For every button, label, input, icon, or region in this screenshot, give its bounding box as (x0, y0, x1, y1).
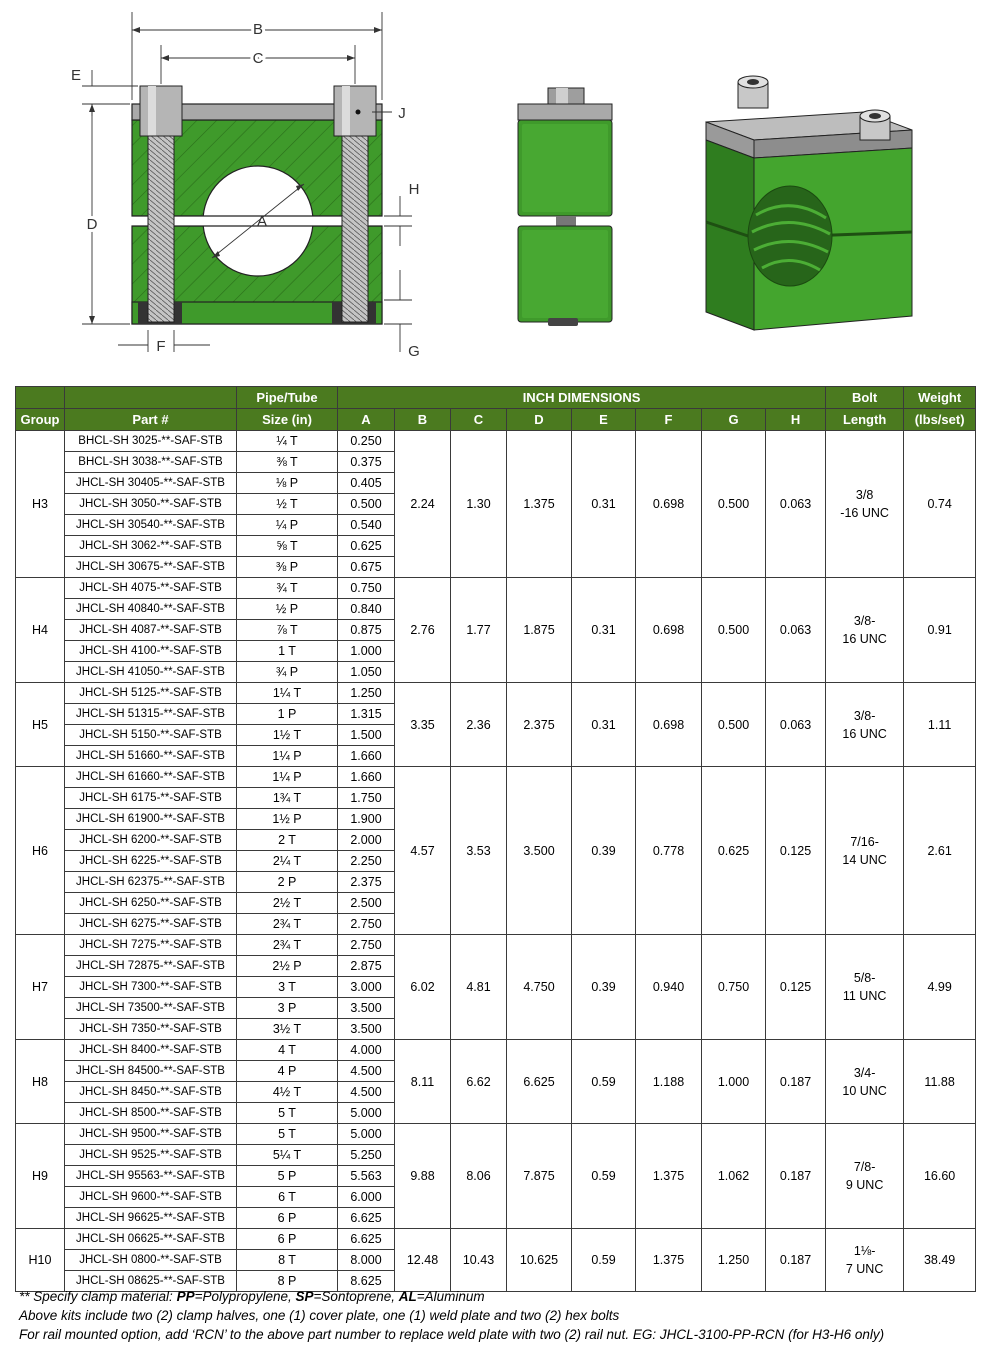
dim-f-cell: 1.188 (636, 1040, 702, 1124)
part-number-cell: JHCL-SH 4075-**-SAF-STB (65, 578, 237, 599)
group-cell: H8 (16, 1040, 65, 1124)
footnote-material: ** Specify clamp material: PP=Polypropylene, SP=Sontoprene, AL=Aluminum (19, 1289, 485, 1304)
size-cell: 5 T (237, 1124, 338, 1145)
dim-h-cell: 0.063 (766, 578, 826, 683)
bolt-length-cell (826, 767, 904, 935)
size-cell: 1¾ T (237, 788, 338, 809)
dim-b-cell: 2.24 (395, 431, 451, 578)
dim-b-cell: 3.35 (395, 683, 451, 767)
weight-cell: 0.74 (904, 431, 976, 578)
size-cell: 1 T (237, 641, 338, 662)
table-row (16, 683, 976, 704)
size-cell: 1¼ P (237, 767, 338, 788)
header-e: E (572, 409, 636, 431)
size-cell: 4 P (237, 1061, 338, 1082)
weight-cell: 38.49 (904, 1229, 976, 1292)
size-cell: 5 T (237, 1103, 338, 1124)
dim-a-cell: 0.375 (338, 452, 395, 473)
footnote-kit-contents: Above kits include two (2) clamp halves, one (1) cover plate, one (1) weld plate and two (2) hex bolts (19, 1308, 620, 1323)
header-weight: Weight (904, 387, 976, 409)
part-number-cell: JHCL-SH 9500-**-SAF-STB (65, 1124, 237, 1145)
part-number-cell: JHCL-SH 6200-**-SAF-STB (65, 830, 237, 851)
dim-label-a: A (256, 213, 268, 230)
part-number-cell: JHCL-SH 6175-**-SAF-STB (65, 788, 237, 809)
table-header-row-2 (16, 409, 976, 431)
part-number-cell: JHCL-SH 72875-**-SAF-STB (65, 956, 237, 977)
weight-cell: 4.99 (904, 935, 976, 1040)
bolt-size-line: 3/4- (853, 1065, 876, 1080)
header-pipe-tube: Pipe/Tube (237, 387, 338, 409)
bolt-length-cell (826, 431, 904, 578)
bolt-thread-line: 16 UNC (842, 632, 887, 646)
section-view (71, 12, 420, 360)
weight-cell: 2.61 (904, 767, 976, 935)
size-cell: 3 P (237, 998, 338, 1019)
dim-f-cell: 0.698 (636, 578, 702, 683)
size-cell: ½ P (237, 599, 338, 620)
dim-g-cell: 1.000 (702, 1040, 766, 1124)
dim-f-cell: 0.698 (636, 683, 702, 767)
dim-a-cell: 4.500 (338, 1082, 395, 1103)
dim-d-cell: 6.625 (507, 1040, 572, 1124)
dim-e-cell: 0.59 (572, 1124, 636, 1229)
bolt-thread-line: 16 UNC (842, 726, 887, 741)
dim-d-cell: 7.875 (507, 1124, 572, 1229)
dim-a-cell: 2.375 (338, 872, 395, 893)
group-cell: H3 (16, 431, 65, 578)
bolt-thread-line: 10 UNC (842, 1083, 887, 1098)
part-number-cell: JHCL-SH 30540-**-SAF-STB (65, 515, 237, 536)
size-cell: 1 P (237, 704, 338, 725)
dim-e-cell: 0.39 (572, 767, 636, 935)
header-part: Part # (65, 409, 237, 431)
material-code-sp: SP (295, 1289, 314, 1304)
part-number-cell: JHCL-SH 84500-**-SAF-STB (65, 1061, 237, 1082)
dim-a-cell: 1.050 (338, 662, 395, 683)
weight-cell: 0.91 (904, 578, 976, 683)
part-number-cell: JHCL-SH 30405-**-SAF-STB (65, 473, 237, 494)
dim-b-cell: 12.48 (395, 1229, 451, 1292)
dim-a-cell: 1.000 (338, 641, 395, 662)
size-cell: ¾ P (237, 662, 338, 683)
dim-e-cell: 0.39 (572, 935, 636, 1040)
dim-label-d: D (86, 216, 98, 233)
table-row (16, 1124, 976, 1145)
dim-a-cell: 0.840 (338, 599, 395, 620)
weight-cell: 11.88 (904, 1040, 976, 1124)
part-number-cell: JHCL-SH 51660-**-SAF-STB (65, 746, 237, 767)
size-cell: ⅜ P (237, 557, 338, 578)
dim-label-f: F (156, 338, 166, 355)
dim-a-cell: 0.750 (338, 578, 395, 599)
dim-e-cell: 0.59 (572, 1229, 636, 1292)
bolt-length-cell (826, 935, 904, 1040)
size-cell: 2 T (237, 830, 338, 851)
dim-label-g: G (408, 343, 420, 360)
dim-a-cell: 8.000 (338, 1250, 395, 1271)
dim-c-cell: 3.53 (451, 767, 507, 935)
table-row (16, 767, 976, 788)
dim-g-cell: 0.750 (702, 935, 766, 1040)
size-cell: ⅝ T (237, 536, 338, 557)
dim-b-cell: 9.88 (395, 1124, 451, 1229)
bolt-length-cell (826, 578, 904, 683)
bolt-thread-line: -16 UNC (840, 506, 889, 520)
dim-a-cell: 6.625 (338, 1229, 395, 1250)
part-number-cell: JHCL-SH 4100-**-SAF-STB (65, 641, 237, 662)
dim-a-cell: 1.500 (338, 725, 395, 746)
dim-f-cell: 0.778 (636, 767, 702, 935)
bolt-size-line: 7/16- (850, 834, 879, 849)
part-number-cell: JHCL-SH 62375-**-SAF-STB (65, 872, 237, 893)
dim-b-cell: 6.02 (395, 935, 451, 1040)
dim-a-cell: 2.750 (338, 914, 395, 935)
dim-a-cell: 0.540 (338, 515, 395, 536)
dim-d-cell: 1.375 (507, 431, 572, 578)
size-cell: 1½ T (237, 725, 338, 746)
size-cell: 2¼ T (237, 851, 338, 872)
group-cell: H5 (16, 683, 65, 767)
dim-a-cell: 2.000 (338, 830, 395, 851)
part-number-cell: JHCL-SH 0800-**-SAF-STB (65, 1250, 237, 1271)
dim-d-cell: 10.625 (507, 1229, 572, 1292)
material-code-al: AL (398, 1289, 417, 1304)
dim-label-j: J (398, 105, 406, 122)
side-view (518, 88, 612, 326)
part-number-cell: JHCL-SH 4087-**-SAF-STB (65, 620, 237, 641)
right-bolt-shank (342, 136, 368, 322)
header-size: Size (in) (237, 409, 338, 431)
table-body (16, 431, 976, 1292)
bolt-length-cell (826, 1229, 904, 1292)
bolt-length-cell (826, 1124, 904, 1229)
material-code-pp: PP (176, 1289, 195, 1304)
dim-h-cell: 0.187 (766, 1040, 826, 1124)
dim-a-cell: 8.625 (338, 1271, 395, 1292)
dim-g-cell: 1.062 (702, 1124, 766, 1229)
dim-a-cell: 5.563 (338, 1166, 395, 1187)
part-number-cell: JHCL-SH 95563-**-SAF-STB (65, 1166, 237, 1187)
part-number-cell: JHCL-SH 30675-**-SAF-STB (65, 557, 237, 578)
size-cell: ½ T (237, 494, 338, 515)
bolt-length-cell (826, 1040, 904, 1124)
part-number-cell: JHCL-SH 61900-**-SAF-STB (65, 809, 237, 830)
weight-cell: 16.60 (904, 1124, 976, 1229)
dim-a-cell: 2.500 (338, 893, 395, 914)
dim-label-b: B (252, 21, 264, 38)
dim-a-cell: 0.675 (338, 557, 395, 578)
size-cell: 6 T (237, 1187, 338, 1208)
part-number-cell: JHCL-SH 8400-**-SAF-STB (65, 1040, 237, 1061)
dim-label-h: H (408, 181, 420, 198)
dim-a-cell: 1.660 (338, 746, 395, 767)
table-row (16, 1040, 976, 1061)
size-cell: ¼ T (237, 431, 338, 452)
bolt-length-cell (826, 683, 904, 767)
size-cell: ⅜ T (237, 452, 338, 473)
dim-g-cell: 1.250 (702, 1229, 766, 1292)
part-number-cell: JHCL-SH 6250-**-SAF-STB (65, 893, 237, 914)
dim-h-cell: 0.125 (766, 767, 826, 935)
size-cell: 2½ P (237, 956, 338, 977)
dim-a-cell: 3.500 (338, 998, 395, 1019)
dim-h-cell: 0.063 (766, 431, 826, 578)
size-cell: ¾ T (237, 578, 338, 599)
dim-a-cell: 1.900 (338, 809, 395, 830)
table-row (16, 1229, 976, 1250)
dim-d-cell: 4.750 (507, 935, 572, 1040)
part-number-cell: JHCL-SH 8500-**-SAF-STB (65, 1103, 237, 1124)
part-number-cell: JHCL-SH 06625-**-SAF-STB (65, 1229, 237, 1250)
dim-a-cell: 0.500 (338, 494, 395, 515)
dim-g-cell: 0.500 (702, 683, 766, 767)
part-number-cell: JHCL-SH 3062-**-SAF-STB (65, 536, 237, 557)
dim-c-cell: 8.06 (451, 1124, 507, 1229)
footnote-rail-option: For rail mounted option, add ‘RCN’ to the above part number to replace weld plate with two (2) rail nut. EG: JHCL-3100-PP-RCN (for H3-H6 only) (19, 1327, 885, 1342)
dim-b-cell: 4.57 (395, 767, 451, 935)
size-cell: 6 P (237, 1208, 338, 1229)
clamp-drawings (0, 0, 988, 380)
part-number-cell: JHCL-SH 3050-**-SAF-STB (65, 494, 237, 515)
dim-e-cell: 0.59 (572, 1040, 636, 1124)
dim-a-cell: 0.405 (338, 473, 395, 494)
dim-c-cell: 10.43 (451, 1229, 507, 1292)
dim-a-cell: 2.250 (338, 851, 395, 872)
size-cell: 2 P (237, 872, 338, 893)
right-bolt-head (334, 86, 376, 136)
dim-h-cell: 0.187 (766, 1229, 826, 1292)
dim-a-cell: 1.750 (338, 788, 395, 809)
size-cell: 1½ P (237, 809, 338, 830)
dim-a-cell: 2.875 (338, 956, 395, 977)
table-row (16, 431, 976, 452)
dim-label-c: C (252, 50, 264, 67)
dim-c-cell: 1.30 (451, 431, 507, 578)
bolt-thread-line: 14 UNC (842, 852, 887, 867)
dim-a-cell: 6.000 (338, 1187, 395, 1208)
dim-a-cell: 6.625 (338, 1208, 395, 1229)
header-f: F (636, 409, 702, 431)
weight-cell: 1.11 (904, 683, 976, 767)
part-number-cell: BHCL-SH 3025-**-SAF-STB (65, 431, 237, 452)
footnotes (19, 1287, 979, 1344)
group-cell: H6 (16, 767, 65, 935)
size-cell: 5 P (237, 1166, 338, 1187)
isometric-view (706, 76, 912, 330)
header-group: Group (16, 409, 65, 431)
table-row (16, 935, 976, 956)
dim-g-cell: 0.500 (702, 431, 766, 578)
dim-f-cell: 0.698 (636, 431, 702, 578)
dim-label-e: E (70, 67, 82, 84)
dim-g-cell: 0.625 (702, 767, 766, 935)
part-number-cell: JHCL-SH 9600-**-SAF-STB (65, 1187, 237, 1208)
table-row (16, 578, 976, 599)
header-c: C (451, 409, 507, 431)
part-number-cell: JHCL-SH 96625-**-SAF-STB (65, 1208, 237, 1229)
part-number-cell: JHCL-SH 7275-**-SAF-STB (65, 935, 237, 956)
dim-h-cell: 0.187 (766, 1124, 826, 1229)
bolt-size-line: 5/8- (853, 971, 876, 985)
header-bolt: Bolt (826, 387, 904, 409)
bolt-size-line: 3/8- (853, 708, 876, 723)
dim-c-cell: 4.81 (451, 935, 507, 1040)
header-a: A (338, 409, 395, 431)
dim-a-cell: 3.000 (338, 977, 395, 998)
group-cell: H9 (16, 1124, 65, 1229)
size-cell: 3½ T (237, 1019, 338, 1040)
size-cell: 4 T (237, 1040, 338, 1061)
dim-a-cell: 4.500 (338, 1061, 395, 1082)
header-b: B (395, 409, 451, 431)
dim-g-cell: 0.500 (702, 578, 766, 683)
dim-h-cell: 0.063 (766, 683, 826, 767)
bolt-size-line: 3/8- (853, 614, 876, 628)
dim-c-cell: 1.77 (451, 578, 507, 683)
dim-e-cell: 0.31 (572, 431, 636, 578)
part-number-cell: JHCL-SH 6225-**-SAF-STB (65, 851, 237, 872)
dim-a-cell: 0.250 (338, 431, 395, 452)
header-d: D (507, 409, 572, 431)
size-cell: 8 P (237, 1271, 338, 1292)
part-number-cell: JHCL-SH 40840-**-SAF-STB (65, 599, 237, 620)
dim-a-cell: 1.250 (338, 683, 395, 704)
dim-a-cell: 2.750 (338, 935, 395, 956)
dim-a-cell: 0.625 (338, 536, 395, 557)
group-cell: H10 (16, 1229, 65, 1292)
dim-b-cell: 8.11 (395, 1040, 451, 1124)
part-number-cell: JHCL-SH 08625-**-SAF-STB (65, 1271, 237, 1292)
bolt-thread-line: 7 UNC (845, 1262, 884, 1276)
left-bolt-shank (148, 136, 174, 322)
dim-d-cell: 1.875 (507, 578, 572, 683)
part-number-cell: JHCL-SH 73500-**-SAF-STB (65, 998, 237, 1019)
size-cell: 8 T (237, 1250, 338, 1271)
table-header-row-1 (16, 387, 976, 409)
dim-a-cell: 0.875 (338, 620, 395, 641)
size-cell: 3 T (237, 977, 338, 998)
part-number-cell: JHCL-SH 51315-**-SAF-STB (65, 704, 237, 725)
bolt-size-line: 3/8 (855, 488, 874, 502)
dim-d-cell: 3.500 (507, 767, 572, 935)
dim-d-cell: 2.375 (507, 683, 572, 767)
dim-f-cell: 0.940 (636, 935, 702, 1040)
part-number-cell: JHCL-SH 8450-**-SAF-STB (65, 1082, 237, 1103)
size-cell: ¼ P (237, 515, 338, 536)
size-cell: ⅛ P (237, 473, 338, 494)
size-cell: 6 P (237, 1229, 338, 1250)
group-cell: H7 (16, 935, 65, 1040)
left-bolt-head (140, 86, 182, 136)
dim-a-cell: 5.250 (338, 1145, 395, 1166)
header-length: Length (826, 409, 904, 431)
size-cell: ⅞ T (237, 620, 338, 641)
dim-a-cell: 4.000 (338, 1040, 395, 1061)
bolt-thread-line: 9 UNC (845, 1178, 884, 1192)
dim-a-cell: 1.660 (338, 767, 395, 788)
header-lbs: (lbs/set) (904, 409, 976, 431)
part-number-cell: JHCL-SH 9525-**-SAF-STB (65, 1145, 237, 1166)
part-number-cell: JHCL-SH 41050-**-SAF-STB (65, 662, 237, 683)
size-cell: 2¾ T (237, 935, 338, 956)
size-cell: 2¾ T (237, 914, 338, 935)
dim-e-cell: 0.31 (572, 683, 636, 767)
bolt-size-line: 7/8- (853, 1160, 876, 1174)
group-cell: H4 (16, 578, 65, 683)
size-cell: 1¼ T (237, 683, 338, 704)
dim-e-cell: 0.31 (572, 578, 636, 683)
dim-c-cell: 6.62 (451, 1040, 507, 1124)
dim-a-cell: 5.000 (338, 1124, 395, 1145)
size-cell: 4½ T (237, 1082, 338, 1103)
size-cell: 2½ T (237, 893, 338, 914)
bolt-thread-line: 11 UNC (842, 989, 887, 1003)
dim-f-cell: 1.375 (636, 1229, 702, 1292)
dimension-table (15, 386, 976, 1292)
dim-c-cell: 2.36 (451, 683, 507, 767)
dim-a-cell: 3.500 (338, 1019, 395, 1040)
size-cell: 1¼ P (237, 746, 338, 767)
dim-a-cell: 1.315 (338, 704, 395, 725)
part-number-cell: JHCL-SH 6275-**-SAF-STB (65, 914, 237, 935)
part-number-cell: JHCL-SH 61660-**-SAF-STB (65, 767, 237, 788)
dim-a-cell: 5.000 (338, 1103, 395, 1124)
part-number-cell: BHCL-SH 3038-**-SAF-STB (65, 452, 237, 473)
part-number-cell: JHCL-SH 7350-**-SAF-STB (65, 1019, 237, 1040)
header-h: H (766, 409, 826, 431)
size-cell: 5¼ T (237, 1145, 338, 1166)
dim-f-cell: 1.375 (636, 1124, 702, 1229)
part-number-cell: JHCL-SH 5150-**-SAF-STB (65, 725, 237, 746)
part-number-cell: JHCL-SH 5125-**-SAF-STB (65, 683, 237, 704)
header-inch-dimensions: INCH DIMENSIONS (338, 387, 826, 409)
dim-h-cell: 0.125 (766, 935, 826, 1040)
header-g: G (702, 409, 766, 431)
bolt-size-line: 1⅛- (853, 1244, 876, 1258)
dim-b-cell: 2.76 (395, 578, 451, 683)
part-number-cell: JHCL-SH 7300-**-SAF-STB (65, 977, 237, 998)
